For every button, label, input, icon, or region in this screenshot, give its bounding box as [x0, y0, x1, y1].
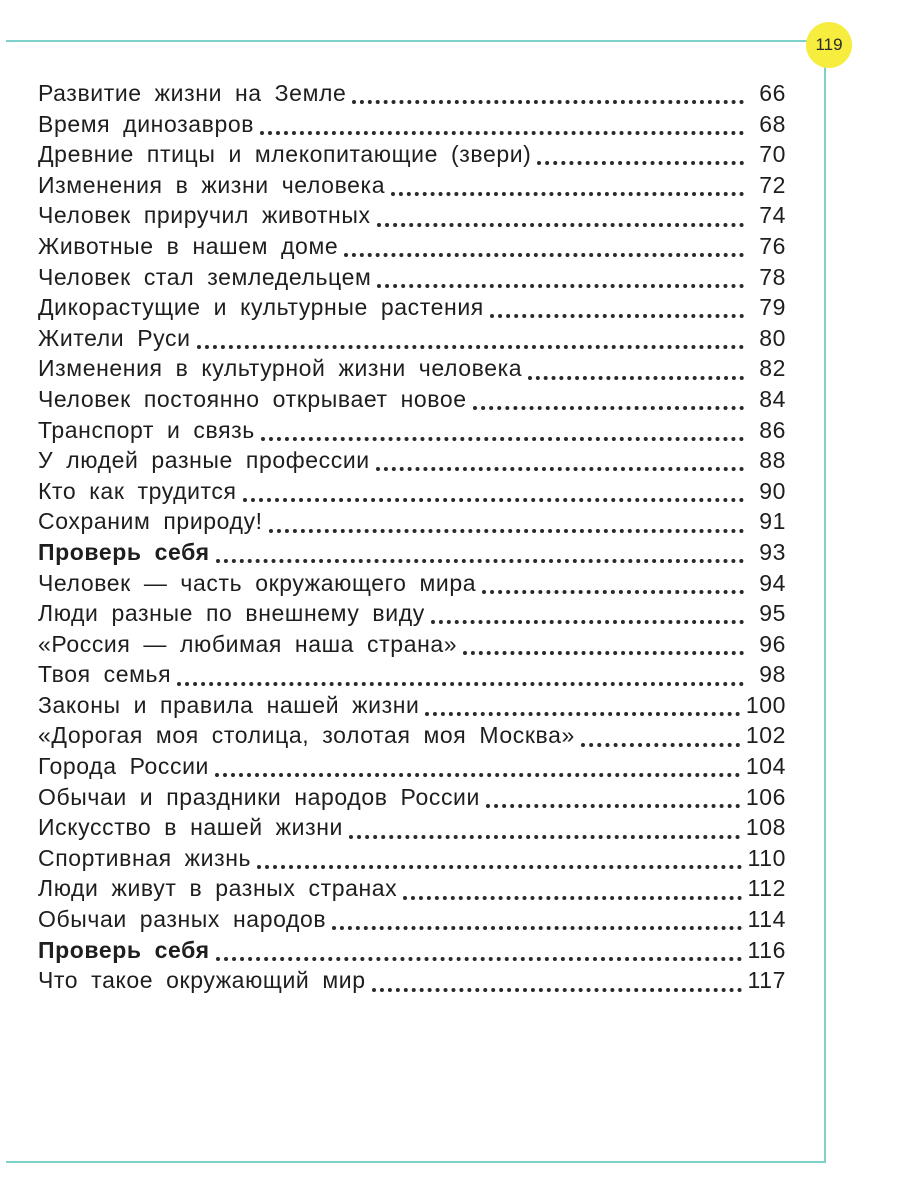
toc-entry-title: «Россия — любимая наша страна» [38, 630, 458, 657]
toc-entry [38, 875, 786, 906]
dot-leader [216, 559, 744, 563]
toc-entry-title: Люди живут в разных странах [38, 875, 398, 902]
toc-entry-title: Человек — часть окружающего мира [38, 569, 477, 596]
dot-leader [377, 223, 744, 227]
toc-entry-title: Жители Руси [38, 324, 191, 351]
toc-entry-page: 117 [747, 967, 786, 994]
toc-entry-title: Человек постоянно открывает новое [38, 385, 467, 412]
toc-entry-title: Сохраним природу! [38, 508, 263, 535]
toc-entry [38, 631, 786, 662]
toc-entry-title: Развитие жизни на Земле [38, 80, 347, 106]
toc-entry-page: 102 [745, 722, 786, 749]
toc-entry [38, 967, 786, 998]
dot-leader [377, 284, 744, 288]
dot-leader [332, 926, 741, 930]
dot-leader [197, 345, 744, 349]
toc-entry-page: 86 [759, 416, 786, 443]
toc-entry-title: Города России [38, 753, 210, 780]
dot-leader [177, 682, 744, 686]
dot-leader [372, 988, 742, 992]
toc-entry [38, 937, 786, 968]
toc-entry [38, 478, 786, 509]
toc-entry-title: Законы и правила нашей жизни [38, 691, 420, 718]
toc-entry-title: Люди разные по внешнему виду [38, 600, 425, 627]
toc-entry-page: 82 [759, 355, 786, 382]
toc-entry [38, 233, 786, 264]
toc-entry [38, 202, 786, 233]
table-of-contents [38, 80, 786, 998]
toc-entry-title: Человек стал земледельцем [38, 263, 372, 290]
toc-entry [38, 539, 786, 570]
toc-entry-title: Животные в нашем доме [38, 232, 339, 259]
toc-entry-page: 66 [759, 80, 786, 106]
toc-entry-title: Кто как трудится [38, 477, 237, 504]
dot-leader [473, 406, 744, 410]
toc-entry-page: 72 [759, 171, 786, 198]
toc-entry-page: 70 [759, 141, 786, 168]
dot-leader [490, 314, 744, 318]
toc-entry [38, 386, 786, 417]
dot-leader [486, 804, 740, 808]
toc-entry-title: Проверь себя [38, 538, 210, 565]
toc-entry [38, 417, 786, 448]
dot-leader [216, 957, 742, 961]
dot-leader [431, 620, 744, 624]
dot-leader [344, 253, 744, 257]
toc-entry-title: У людей разные профессии [38, 447, 370, 474]
toc-entry-title: Изменения в культурной жизни человека [38, 355, 523, 382]
toc-entry-page: 91 [759, 508, 786, 535]
toc-entry-title: Искусство в нашей жизни [38, 814, 343, 841]
toc-entry-page: 76 [759, 232, 786, 259]
toc-entry [38, 661, 786, 692]
toc-entry-page: 108 [745, 814, 786, 841]
toc-entry-title: Дикорастущие и культурные растения [38, 294, 484, 321]
toc-entry [38, 80, 786, 111]
dot-leader [463, 651, 744, 655]
toc-entry [38, 753, 786, 784]
toc-entry [38, 508, 786, 539]
toc-entry-page: 110 [747, 844, 786, 871]
toc-entry [38, 692, 786, 723]
dot-leader [425, 712, 739, 716]
toc-entry-page: 88 [759, 447, 786, 474]
toc-entry [38, 570, 786, 601]
toc-entry-page: 94 [759, 569, 786, 596]
toc-entry [38, 845, 786, 876]
toc-entry [38, 722, 786, 753]
toc-entry-title: Изменения в жизни человека [38, 171, 386, 198]
toc-entry-page: 93 [759, 538, 786, 565]
toc-entry-page: 106 [745, 783, 786, 810]
dot-leader [376, 467, 744, 471]
toc-entry-title: Твоя семья [38, 661, 172, 688]
toc-entry-title: Спортивная жизнь [38, 844, 252, 871]
toc-entry-page: 112 [747, 875, 786, 902]
dot-leader [243, 498, 744, 502]
toc-entry [38, 906, 786, 937]
toc-entry-title: Обычаи и праздники народов России [38, 783, 480, 810]
toc-entry-page: 74 [759, 202, 786, 229]
toc-entry-page: 90 [759, 477, 786, 504]
dot-leader [482, 590, 744, 594]
dot-leader [537, 161, 744, 165]
toc-entry-title: «Дорогая моя столица, золотая моя Москва» [38, 722, 575, 749]
toc-entry-title: Что такое окружающий мир [38, 967, 366, 994]
toc-entry [38, 784, 786, 815]
dot-leader [528, 376, 744, 380]
toc-entry-page: 95 [759, 600, 786, 627]
toc-entry [38, 111, 786, 142]
page-number: 119 [815, 35, 843, 54]
toc-entry [38, 600, 786, 631]
toc-entry-page: 68 [759, 110, 786, 137]
dot-leader [269, 529, 744, 533]
dot-leader [403, 896, 741, 900]
toc-entry-page: 78 [759, 263, 786, 290]
dot-leader [581, 743, 740, 747]
toc-entry-title: Человек приручил животных [38, 202, 371, 229]
dot-leader [215, 773, 740, 777]
toc-entry-page: 80 [759, 324, 786, 351]
toc-entry [38, 141, 786, 172]
toc-entry-page: 96 [759, 630, 786, 657]
dot-leader [349, 835, 740, 839]
toc-entry [38, 447, 786, 478]
dot-leader [391, 192, 744, 196]
dot-leader [260, 131, 744, 135]
toc-entry [38, 814, 786, 845]
dot-leader [257, 865, 741, 869]
toc-entry-title: Проверь себя [38, 936, 210, 963]
toc-entry-page: 104 [745, 753, 786, 780]
toc-entry-page: 100 [745, 691, 786, 718]
toc-entry-title: Транспорт и связь [38, 416, 255, 443]
dot-leader [352, 100, 744, 104]
toc-entry [38, 264, 786, 295]
page-number-badge [806, 22, 852, 68]
toc-entry-title: Обычаи разных народов [38, 906, 327, 933]
toc-entry-page: 114 [747, 906, 786, 933]
toc-entry-title: Время динозавров [38, 110, 255, 137]
toc-entry-page: 98 [759, 661, 786, 688]
toc-entry-title: Древние птицы и млекопитающие (звери) [38, 141, 532, 168]
toc-entry-page: 84 [759, 385, 786, 412]
toc-entry [38, 172, 786, 203]
dot-leader [261, 437, 744, 441]
toc-entry [38, 294, 786, 325]
toc-entry [38, 355, 786, 386]
toc-entry-page: 116 [747, 936, 786, 963]
toc-entry [38, 325, 786, 356]
toc-entry-page: 79 [759, 294, 786, 321]
